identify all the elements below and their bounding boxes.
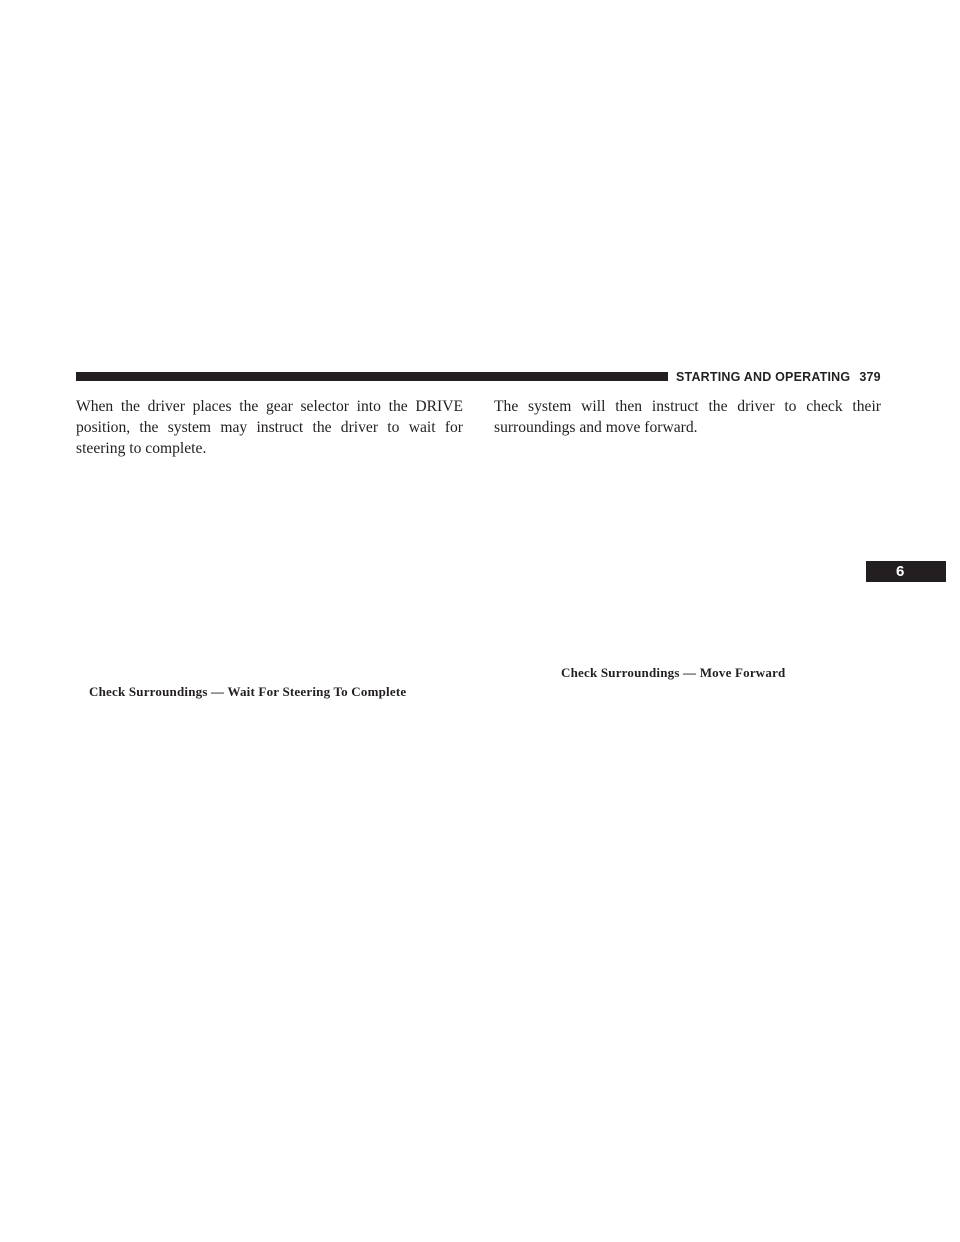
figure-left [76,460,463,678]
page-number: 379 [859,370,881,384]
figure-caption-right: Check Surroundings — Move Forward [561,665,786,680]
left-paragraph: When the driver places the gear selector into the DRIVE position, the system may instruct the driver to wait for steering to complete. [76,398,463,457]
figure-caption-left: Check Surroundings — Wait For Steering To Complete [89,684,407,699]
header-rule [76,372,668,381]
right-paragraph: The system will then instruct the driver to check their surroundings and move forward. [494,398,881,436]
figure-right [494,440,881,658]
section-title: STARTING AND OPERATING [676,370,851,384]
chapter-number: 6 [896,563,905,580]
running-header [676,369,881,385]
chapter-tab [866,561,946,582]
